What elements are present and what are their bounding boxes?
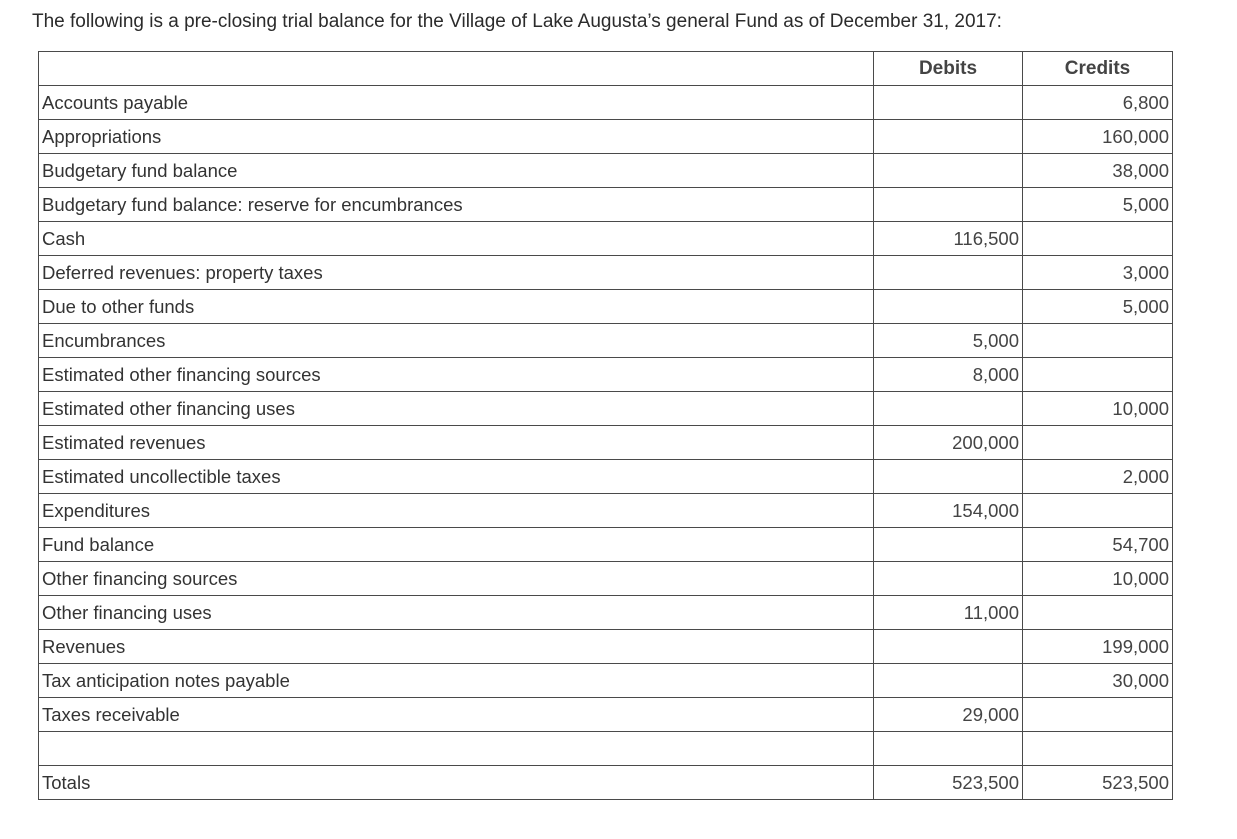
credit-cell (1023, 698, 1173, 732)
table-row (39, 664, 1173, 698)
account-cell: Estimated revenues (39, 426, 874, 460)
debit-cell: 154,000 (874, 494, 1023, 528)
table-row (39, 154, 1173, 188)
debit-cell: 29,000 (874, 698, 1023, 732)
totals-label: Totals (39, 766, 874, 800)
table-row (39, 256, 1173, 290)
debit-cell (874, 392, 1023, 426)
account-cell: Estimated other financing uses (39, 392, 874, 426)
table-row (39, 596, 1173, 630)
debit-cell (874, 256, 1023, 290)
credit-cell: 54,700 (1023, 528, 1173, 562)
table-row (39, 392, 1173, 426)
table-row (39, 562, 1173, 596)
debit-cell: 8,000 (874, 358, 1023, 392)
account-cell: Estimated uncollectible taxes (39, 460, 874, 494)
debit-cell (874, 562, 1023, 596)
credit-cell: 10,000 (1023, 562, 1173, 596)
credit-cell (1023, 426, 1173, 460)
table-row (39, 86, 1173, 120)
credit-cell (1023, 596, 1173, 630)
table-row (39, 698, 1173, 732)
table-row (39, 222, 1173, 256)
table-row (39, 630, 1173, 664)
table-row (39, 290, 1173, 324)
account-cell: Due to other funds (39, 290, 874, 324)
account-cell: Other financing sources (39, 562, 874, 596)
table-row (39, 358, 1173, 392)
table-row (39, 460, 1173, 494)
credit-cell (1023, 222, 1173, 256)
account-cell: Cash (39, 222, 874, 256)
credit-cell: 10,000 (1023, 392, 1173, 426)
debit-cell: 116,500 (874, 222, 1023, 256)
debits-column-header: Debits (874, 52, 1023, 86)
table-body (39, 86, 1173, 766)
debit-cell (874, 188, 1023, 222)
credit-cell (1023, 324, 1173, 358)
table-row (39, 120, 1173, 154)
account-cell: Revenues (39, 630, 874, 664)
table-row (39, 494, 1173, 528)
credits-column-header: Credits (1023, 52, 1173, 86)
credit-cell: 5,000 (1023, 188, 1173, 222)
debit-cell (874, 460, 1023, 494)
account-cell: Fund balance (39, 528, 874, 562)
table-row (39, 188, 1173, 222)
debit-cell (874, 120, 1023, 154)
credit-cell (1023, 358, 1173, 392)
debit-cell: 5,000 (874, 324, 1023, 358)
debit-cell (874, 732, 1023, 766)
debit-cell: 200,000 (874, 426, 1023, 460)
trial-balance-table (38, 51, 1173, 800)
account-cell: Expenditures (39, 494, 874, 528)
totals-row (39, 766, 1173, 800)
account-cell: Tax anticipation notes payable (39, 664, 874, 698)
table-row (39, 732, 1173, 766)
debit-cell (874, 528, 1023, 562)
debit-cell (874, 290, 1023, 324)
account-cell: Estimated other financing sources (39, 358, 874, 392)
credit-cell: 6,800 (1023, 86, 1173, 120)
credit-cell: 199,000 (1023, 630, 1173, 664)
account-cell (39, 732, 874, 766)
table-row (39, 426, 1173, 460)
credit-cell: 160,000 (1023, 120, 1173, 154)
credit-cell: 3,000 (1023, 256, 1173, 290)
totals-credit: 523,500 (1023, 766, 1173, 800)
credit-cell: 5,000 (1023, 290, 1173, 324)
table-row (39, 324, 1173, 358)
account-column-header (39, 52, 874, 86)
account-cell: Appropriations (39, 120, 874, 154)
account-cell: Budgetary fund balance (39, 154, 874, 188)
totals-debit: 523,500 (874, 766, 1023, 800)
credit-cell: 30,000 (1023, 664, 1173, 698)
account-cell: Deferred revenues: property taxes (39, 256, 874, 290)
table-row (39, 528, 1173, 562)
credit-cell (1023, 732, 1173, 766)
credit-cell (1023, 494, 1173, 528)
credit-cell: 2,000 (1023, 460, 1173, 494)
debit-cell (874, 86, 1023, 120)
debit-cell: 11,000 (874, 596, 1023, 630)
account-cell: Budgetary fund balance: reserve for encumbrances (39, 188, 874, 222)
debit-cell (874, 664, 1023, 698)
table-header-row (39, 52, 1173, 86)
intro-text: The following is a pre-closing trial balance for the Village of Lake Augusta’s general Fund as of December 31, 2017: (32, 11, 1002, 32)
account-cell: Accounts payable (39, 86, 874, 120)
account-cell: Encumbrances (39, 324, 874, 358)
account-cell: Taxes receivable (39, 698, 874, 732)
debit-cell (874, 630, 1023, 664)
account-cell: Other financing uses (39, 596, 874, 630)
credit-cell: 38,000 (1023, 154, 1173, 188)
debit-cell (874, 154, 1023, 188)
